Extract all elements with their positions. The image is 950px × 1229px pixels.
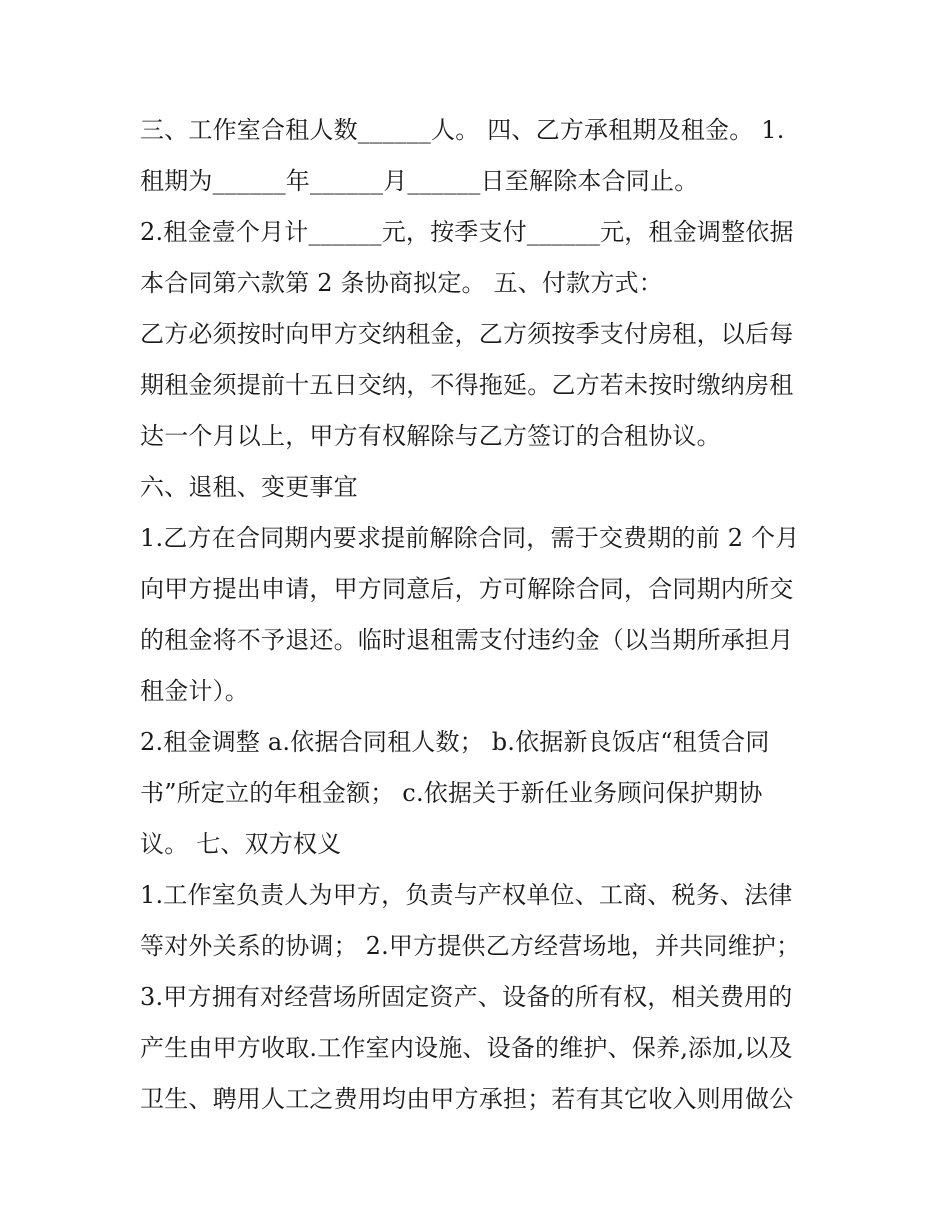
section-heading: 六、退租、变更事宜	[140, 473, 358, 501]
text-line: 期租金须提前十五日交纳，不得拖延。乙方若未按时缴纳房租	[140, 371, 794, 399]
text-line: 1.乙方在合同期内要求提前解除合同，需于交费期的前 2 个月	[140, 524, 800, 552]
contract-text	[140, 105, 820, 1125]
text-line: 等对外关系的协调； 2.甲方提供乙方经营场地，并共同维护；	[140, 932, 801, 960]
text-line: 卫生、聘用人工之费用均由甲方承担；若有其它收入则用做公	[140, 1085, 794, 1113]
text-line: 议。 七、双方权义	[140, 830, 342, 858]
text-line: 的租金将不予退还。临时退租需支付违约金（以当期所承担月	[140, 626, 794, 654]
text-line: 达一个月以上，甲方有权解除与乙方签订的合租协议。	[140, 422, 721, 450]
text-line: 乙方必须按时向甲方交纳租金，乙方须按季支付房租，以后每	[140, 320, 794, 348]
text-line: 1.工作室负责人为甲方，负责与产权单位、工商、税务、法律	[140, 881, 793, 909]
text-line: 向甲方提出申请，甲方同意后，方可解除合同，合同期内所交	[140, 575, 794, 603]
text-line: 租金计）。	[140, 677, 249, 705]
text-line: 租期为______年______月______日至解除本合同止。	[140, 167, 699, 195]
text-line: 本合同第六款第 2 条协商拟定。 五、付款方式：	[140, 269, 663, 297]
text-line: 书”所定立的年租金额； c.依据关于新任业务顾问保护期协	[140, 779, 763, 807]
text-line: 产生由甲方收取.工作室内设施、设备的维护、保养,添加,以及	[140, 1034, 793, 1062]
text-line: 三、工作室合租人数______人。 四、乙方承租期及租金。 1.	[140, 116, 785, 144]
text-line: 3.甲方拥有对经营场所固定资产、设备的所有权，相关费用的	[140, 983, 793, 1011]
text-line: 2.租金壹个月计______元，按季支付______元，租金调整依据	[140, 218, 794, 246]
text-line: 2.租金调整 a.依据合同租人数； b.依据新良饭店“租赁合同	[140, 728, 770, 756]
